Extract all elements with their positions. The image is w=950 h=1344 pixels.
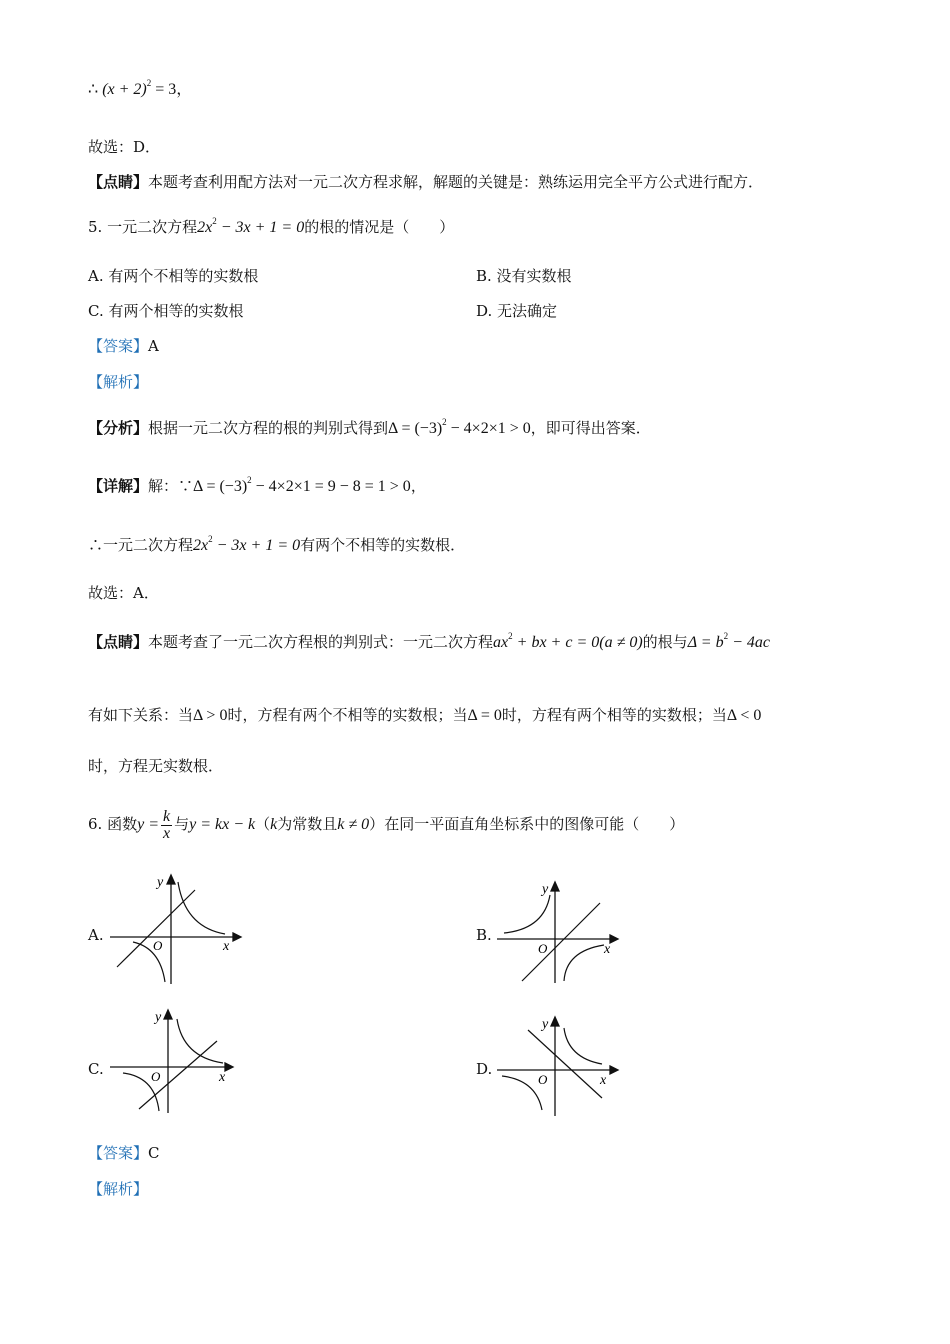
y-label-a: y (157, 875, 164, 890)
origin-label-a: O (153, 938, 163, 953)
hyperbola-branch-3-d (502, 1076, 542, 1110)
axes-d (497, 1017, 618, 1116)
prev-equation: ∴ $(x + 2)^2 = 3$， (88, 78, 193, 98)
line-b (522, 903, 600, 981)
q6-answer: 【答案】C (88, 1144, 160, 1162)
x-label-a: x (223, 939, 230, 954)
q5-relation: 有如下关系：当Δ > 0时，方程有两个不相等的实数根；当Δ = 0时，方程有两个相等的实数根；当Δ < 0 (88, 706, 762, 724)
hyperbola-branch-1-a (178, 882, 225, 934)
x-label-d: x (600, 1073, 607, 1088)
q6-graph-c[interactable] (105, 1005, 240, 1117)
origin-label-b: O (538, 941, 548, 956)
x-arrow-a (233, 933, 241, 941)
q6-option-a-label[interactable]: A. (88, 926, 104, 944)
origin-label-d: O (538, 1072, 548, 1087)
line-a (117, 890, 195, 967)
q5-option-d[interactable]: D. 无法确定 (476, 302, 558, 320)
axes-a (110, 875, 241, 984)
q6-option-d-label[interactable]: D. (476, 1060, 493, 1078)
q5-jiexi: 【解析】 (88, 373, 149, 391)
hyperbola-branch-2-b (504, 895, 550, 933)
q6-jiexi: 【解析】 (88, 1180, 149, 1198)
fraction-k-over-x: $\frac{k}{x}$ (163, 807, 171, 842)
q5-option-a[interactable]: A. 有两个不相等的实数根 (88, 267, 259, 285)
y-arrow-d (551, 1017, 559, 1026)
prev-dianjing: 【点睛】本题考查利用配方法对一元二次方程求解，解题的关键是：熟练运用完全平方公式进行配方． (88, 173, 764, 191)
x-arrow-b (610, 935, 618, 943)
axes-b (497, 882, 618, 983)
line-d (528, 1030, 602, 1098)
q6-graph-d[interactable] (492, 1012, 622, 1120)
x-label-c: x (219, 1070, 226, 1085)
q5-relation-end: 时，方程无实数根． (88, 757, 224, 775)
x-arrow-d (610, 1066, 618, 1074)
q5-conclusion: ∴一元二次方程$2x^2 - 3x + 1 = 0$有两个不相等的实数根． (88, 534, 466, 554)
y-arrow-a (167, 875, 175, 884)
q5-xiangjie: 【详解】解：∵Δ = $(-3)^2 - 4\times 2\times 1 = 9 - 8 = 1 > 0$， (88, 475, 426, 495)
y-arrow-c (164, 1010, 172, 1019)
x-arrow-c (225, 1063, 233, 1071)
q5-dianjing: 【点睛】本题考查了一元二次方程根的判别式：一元二次方程$ax^2$ + bx + c = 0(a ≠ 0)的根与$\Delta = b^2 - 4ac$ (88, 631, 770, 651)
q5-stem: 5. 一元二次方程$2x^2 - 3x + 1 = 0$的根的情况是（ ） (88, 216, 455, 236)
origin-label-c: O (151, 1069, 161, 1084)
q6-option-b-label[interactable]: B. (476, 926, 492, 944)
q5-fenxi: 【分析】根据一元二次方程的根的判别式得到$\Delta = (-3)^2 - 4\times 2\times 1 > 0$，即可得出答案． (88, 417, 651, 437)
y-label-c: y (155, 1010, 162, 1025)
y-label-b: y (542, 882, 549, 897)
y-label-d: y (542, 1017, 549, 1032)
q5-answer: 【答案】A (88, 337, 159, 355)
q6-graph-a[interactable] (105, 872, 245, 987)
x-label-b: x (604, 942, 611, 957)
hyperbola-branch-1-d (564, 1028, 602, 1064)
q6-option-c-label[interactable]: C. (88, 1060, 104, 1078)
prev-choose: 故选：D． (88, 138, 161, 156)
hyperbola-branch-4-b (564, 945, 604, 981)
q5-option-c[interactable]: C. 有两个相等的实数根 (88, 302, 244, 320)
q5-option-b[interactable]: B. 没有实数根 (476, 267, 572, 285)
q5-choose: 故选：A． (88, 584, 159, 602)
q6-stem: 6. 函数y = $\frac{k}{x}$ 与y = kx − k（k为常数且k ≠ 0）在同一平面直角坐标系中的图像可能（ ） (88, 807, 685, 842)
q6-graph-b[interactable] (492, 877, 622, 987)
y-arrow-b (551, 882, 559, 891)
